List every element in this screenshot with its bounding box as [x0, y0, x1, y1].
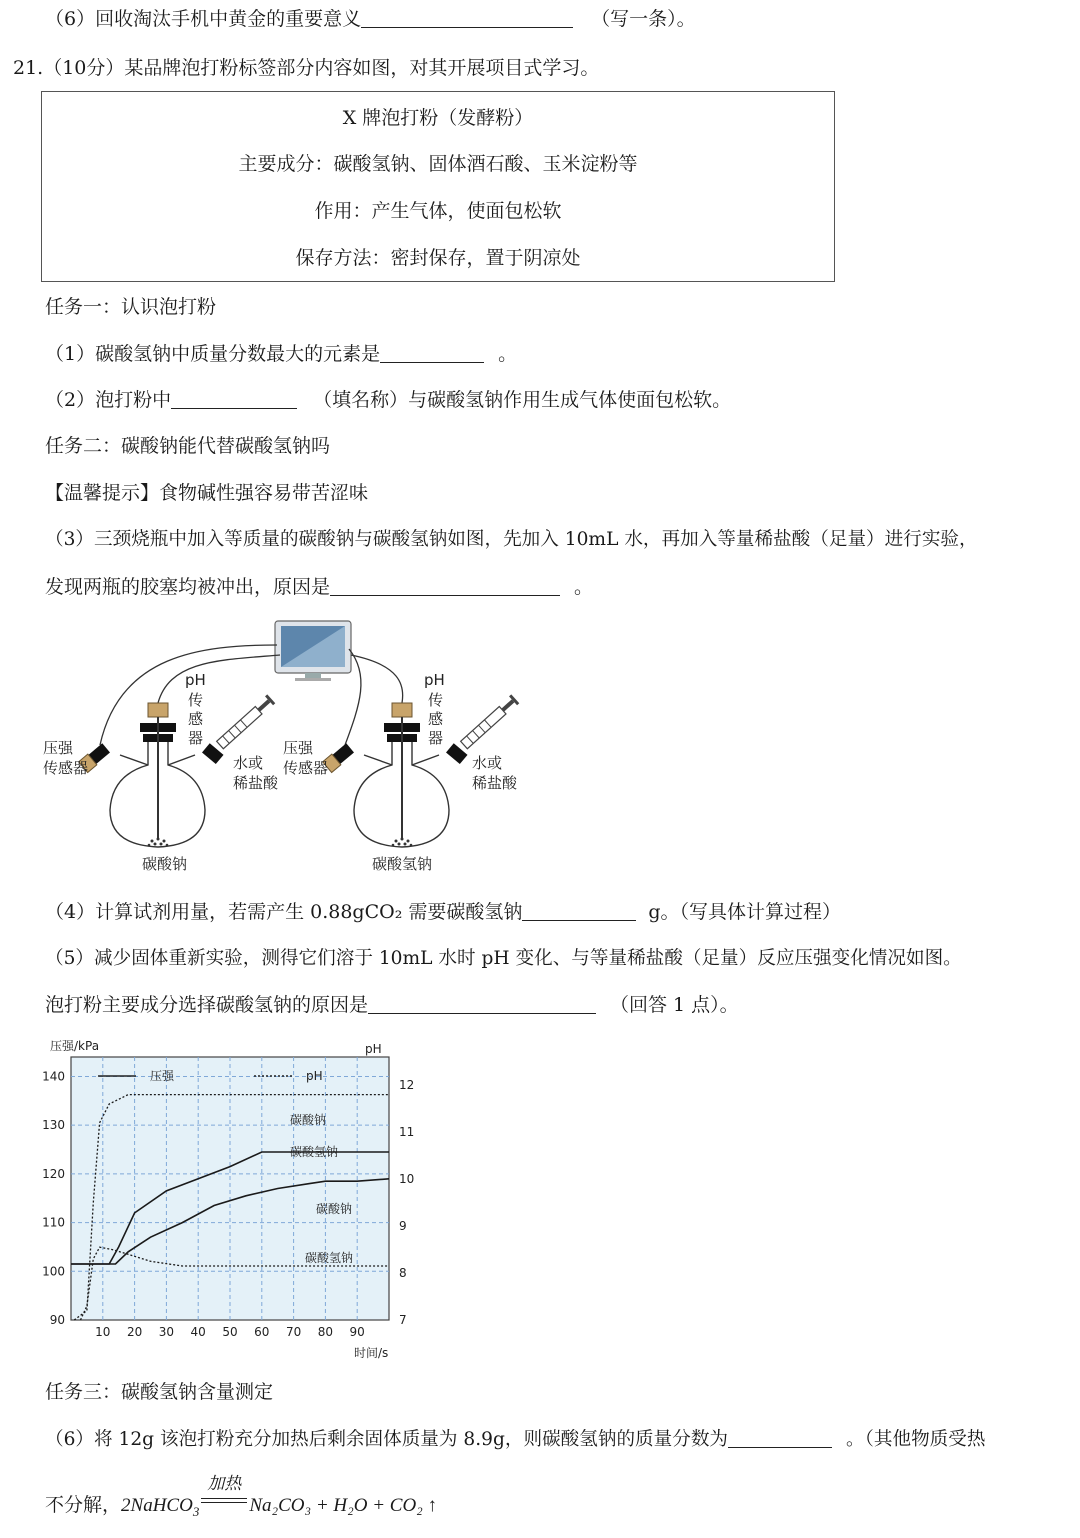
q21-p3-line2 — [45, 575, 593, 599]
apparatus-figure — [40, 615, 540, 885]
pressure-ph-chart — [40, 1033, 420, 1363]
q21-p5-line2 — [45, 993, 739, 1017]
q21-p5-line1: （5）减少固体重新实验，测得它们溶于 10mL 水时 pH 变化、与等量稀盐酸（足量）反应压强变化情况如图。 — [45, 948, 962, 969]
q20-p6-text: （6）回收淘汰手机中黄金的重要意义 — [45, 8, 362, 30]
label-name: X 牌泡打粉（发酵粉） — [342, 107, 534, 129]
equation-line-bottom — [201, 1502, 247, 1503]
x-tick-label: 10 — [95, 1325, 111, 1339]
p6-text: （6）将 12g 该泡打粉充分加热后剩余固体质量为 8.9g，则碳酸氢钠的质量分数为 — [45, 1429, 729, 1450]
pressure-sensor-label-right-1: 压强 — [283, 739, 314, 757]
product-label-box — [41, 91, 835, 282]
y-left-tick-label: 140 — [42, 1069, 65, 1084]
x-tick-label: 90 — [349, 1325, 365, 1339]
y-right-tick-label: 12 — [399, 1078, 415, 1093]
y-right-tick-label: 11 — [399, 1125, 415, 1140]
question-title: 21.（10分）某品牌泡打粉标签部分内容如图，对其开展项目式学习。 — [13, 57, 600, 79]
answer-blank[interactable] — [728, 1427, 832, 1448]
p5-suffix: （回答 1 点）。 — [610, 994, 739, 1016]
label-ingredients: 主要成分：碳酸氢钠、固体酒石酸、玉米淀粉等 — [238, 153, 638, 175]
p6-suffix: 。（其他物质受热 — [846, 1429, 986, 1450]
q21-p3-line1: （3）三颈烧瓶中加入等质量的碳酸钠与碳酸氢钠如图，先加入 10mL 水，再加入等量稀盐酸（足量）进行实验， — [45, 529, 978, 550]
plot-area — [71, 1057, 389, 1320]
ph-sensor-label-right-3: 感 — [428, 710, 444, 728]
equation-line-top — [201, 1498, 247, 1499]
q20-p6 — [45, 7, 696, 31]
p5-text: 泡打粉主要成分选择碳酸氢钠的原因是 — [45, 994, 369, 1016]
p1-text: （1）碳酸氢钠中质量分数最大的元素是 — [45, 343, 381, 365]
legend-ph-label: pH — [306, 1069, 323, 1083]
pressure-sensor-label-left-2: 传感器 — [43, 759, 89, 777]
equation-products: Na₂CO₃ + H₂O + CO₂ ↑ — [249, 1495, 438, 1516]
x-tick-label: 30 — [158, 1325, 175, 1339]
reagent-label-right-2: 稀盐酸 — [472, 774, 518, 792]
monitor-icon — [275, 621, 351, 681]
solid-powder-left — [148, 838, 169, 847]
answer-blank[interactable] — [522, 900, 636, 921]
q20-p6-suffix: （写一条）。 — [591, 8, 696, 30]
x-tick-label: 20 — [126, 1325, 143, 1339]
x-tick-label: 60 — [254, 1325, 270, 1339]
ph-sensor-label-right-4: 器 — [428, 729, 444, 747]
annotation-nahco3-pressure: 碳酸氢钠 — [290, 1145, 339, 1159]
q21-p2 — [45, 388, 731, 412]
pressure-sensor-label-right-2: 传感器 — [283, 759, 329, 777]
task-one-heading: 任务一：认识泡打粉 — [45, 296, 217, 318]
y-left-tick-label: 110 — [42, 1215, 65, 1230]
y-left-axis-title: 压强/kPa — [50, 1039, 100, 1053]
p4-suffix: g。（写具体计算过程） — [648, 901, 842, 923]
y-left-tick-label: 90 — [49, 1313, 65, 1327]
label-storage: 保存方法：密封保存，置于阴凉处 — [295, 247, 581, 269]
reagent-label-right-1: 水或 — [472, 754, 503, 772]
x-axis-title: 时间/s — [354, 1346, 389, 1360]
y-right-tick-label: 8 — [399, 1266, 407, 1281]
annotation-na2co3-ph: 碳酸钠 — [290, 1113, 327, 1127]
y-right-tick-label: 10 — [399, 1172, 415, 1187]
ph-sensor-label-right-2: 传 — [428, 691, 444, 709]
ph-sensor-label-right-1: pH — [424, 671, 445, 689]
answer-blank[interactable] — [380, 342, 484, 363]
q21-p4 — [45, 900, 841, 924]
equation-condition-text: 加热 — [207, 1474, 242, 1493]
equation-reactant-subscript: 3 — [192, 1503, 200, 1519]
reagent-label-left-2: 稀盐酸 — [233, 774, 279, 792]
y-right-tick-label: 7 — [399, 1313, 407, 1327]
ph-sensor-label-left-1: pH — [185, 671, 206, 689]
q21-p6-line1 — [45, 1427, 985, 1452]
ph-sensor-label-left-2: 传 — [188, 691, 204, 709]
annotation-na2co3-pressure: 碳酸钠 — [316, 1202, 353, 1216]
y-right-tick-label: 9 — [399, 1219, 407, 1234]
solid-powder-right — [392, 838, 413, 847]
p3-text: 发现两瓶的胶塞均被冲出，原因是 — [45, 576, 331, 598]
equation-reactant: 2NaHCO — [121, 1495, 193, 1516]
p2-text: （2）泡打粉中 — [45, 389, 172, 411]
reagent-label-left-1: 水或 — [233, 754, 264, 772]
ph-sensor-label-left-4: 器 — [188, 729, 204, 747]
label-function: 作用：产生气体，使面包松软 — [314, 200, 562, 222]
y-left-tick-label: 130 — [42, 1118, 65, 1133]
answer-blank[interactable] — [361, 7, 573, 28]
answer-blank[interactable] — [171, 388, 297, 409]
x-tick-label: 50 — [222, 1325, 238, 1339]
p1-suffix: 。 — [498, 343, 518, 365]
x-tick-label: 80 — [317, 1325, 334, 1339]
task-two-heading: 任务二：碳酸钠能代替碳酸氢钠吗 — [45, 435, 331, 457]
p2-suffix: （填名称）与碳酸氢钠作用生成气体使面包松软。 — [313, 389, 732, 411]
pressure-sensor-label-left-1: 压强 — [43, 739, 74, 757]
x-tick-label: 40 — [190, 1325, 206, 1339]
flask-right-label: 碳酸氢钠 — [372, 855, 433, 873]
x-tick-label: 70 — [285, 1325, 302, 1339]
answer-blank[interactable] — [330, 575, 560, 596]
legend-pressure-label: 压强 — [150, 1069, 175, 1083]
q21-p1 — [45, 342, 517, 366]
y-right-axis-title: pH — [365, 1042, 382, 1056]
flask-left-label: 碳酸钠 — [142, 855, 188, 873]
p3-suffix: 。 — [574, 576, 594, 598]
answer-blank[interactable] — [368, 993, 596, 1014]
chemical-equation-line — [45, 1474, 438, 1520]
p6-line2-text: 不分解， — [45, 1494, 122, 1516]
y-left-tick-label: 120 — [42, 1166, 65, 1181]
ph-sensor-label-left-3: 感 — [188, 710, 204, 728]
tip-text: 【温馨提示】食物碱性强容易带苦涩味 — [45, 482, 369, 504]
annotation-nahco3-ph: 碳酸氢钠 — [305, 1251, 354, 1265]
equation-condition — [201, 1474, 247, 1513]
p4-text: （4）计算试剂用量，若需产生 0.88gCO₂ 需要碳酸氢钠 — [45, 901, 523, 923]
task-three-heading: 任务三：碳酸氢钠含量测定 — [45, 1381, 274, 1403]
y-left-tick-label: 100 — [42, 1264, 65, 1279]
